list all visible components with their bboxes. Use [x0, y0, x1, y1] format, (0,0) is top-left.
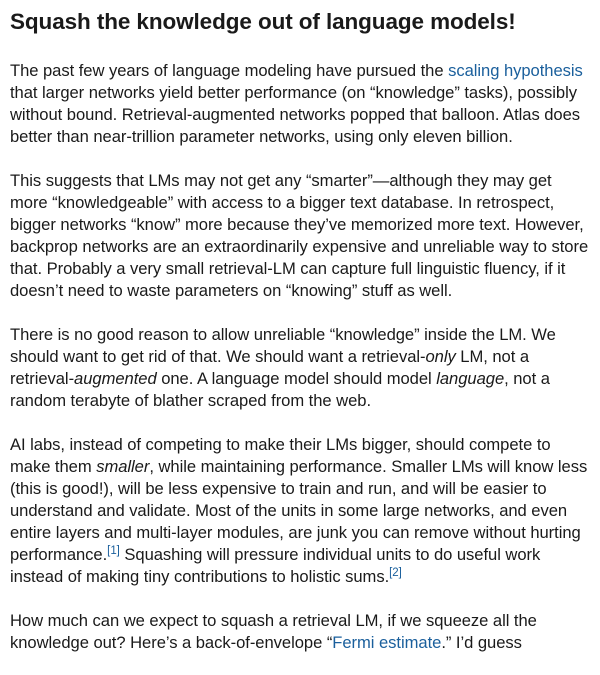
paragraph-scaling	[10, 60, 590, 148]
paragraph-text: that larger networks yield better performance (on “knowledge” tasks), possibly without bound. Retrieval-augmented networks popped that balloon. Atlas does better than near-trillion parameter networks, using only eleven billion.	[10, 83, 581, 146]
paragraph-text: AI labs, instead of competing to make their LMs bigger, should compete to make them	[10, 435, 551, 476]
paragraph-text: How much can we expect to squash a retrieval LM, if we squeeze all the knowledge out? Here’s a back-of-envelope “	[10, 611, 537, 652]
emphasis-language: language	[436, 369, 505, 388]
paragraph-fermi	[10, 610, 590, 654]
paragraph-ai-labs	[10, 434, 590, 588]
article-title: Squash the knowledge out of language models!	[10, 9, 516, 34]
paragraph-retrieval-only	[10, 324, 590, 412]
paragraph-text: , not a random terabyte of blather scraped from the web.	[10, 369, 550, 410]
paragraph-text: one. A language model should model	[156, 369, 437, 388]
fermi-estimate-link[interactable]: Fermi estimate	[332, 633, 442, 652]
paragraph-text: Squashing will pressure individual units to do useful work instead of making tiny contributions to holistic sums.	[10, 545, 541, 586]
emphasis-smaller: smaller	[96, 457, 150, 476]
paragraph-text: There is no good reason to allow unreliable “knowledge” inside the LM. We should want to get rid of that. We should want a retrieval-	[10, 325, 556, 366]
footnote-2-link[interactable]: [2]	[389, 567, 402, 579]
paragraph-text: The past few years of language modeling have pursued the	[10, 61, 449, 80]
paragraph-text: , while maintaining performance. Smaller LMs will know less (this is good!), will be less expensive to train and run, and will be easier to understand and validate. Most of the units in some large networks, and even entire layers and multi-layer modules, are junk you can remove without hurting performance.	[10, 457, 588, 564]
footnote-1-link[interactable]: [1]	[107, 545, 120, 557]
scaling-hypothesis-link[interactable]: scaling hypothesis	[448, 61, 583, 80]
paragraph-smarter: This suggests that LMs may not get any “smarter”—although they may get more “knowledgeable” with access to a bigger text database. In retrospect, bigger networks “know” more because they’ve memorized more text. However, backprop networks are an extraordinarily expensive and unreliable way to store that. Probably a very small retrieval-LM can capture full linguistic fluency, if it doesn’t need to waste parameters on “knowing” stuff as well.	[10, 171, 589, 300]
emphasis-only: only	[425, 347, 456, 366]
paragraph-text: LM, not a retrieval-	[10, 347, 530, 388]
emphasis-augmented: augmented	[74, 369, 157, 388]
paragraph-text: .” I’d guess	[441, 633, 522, 652]
